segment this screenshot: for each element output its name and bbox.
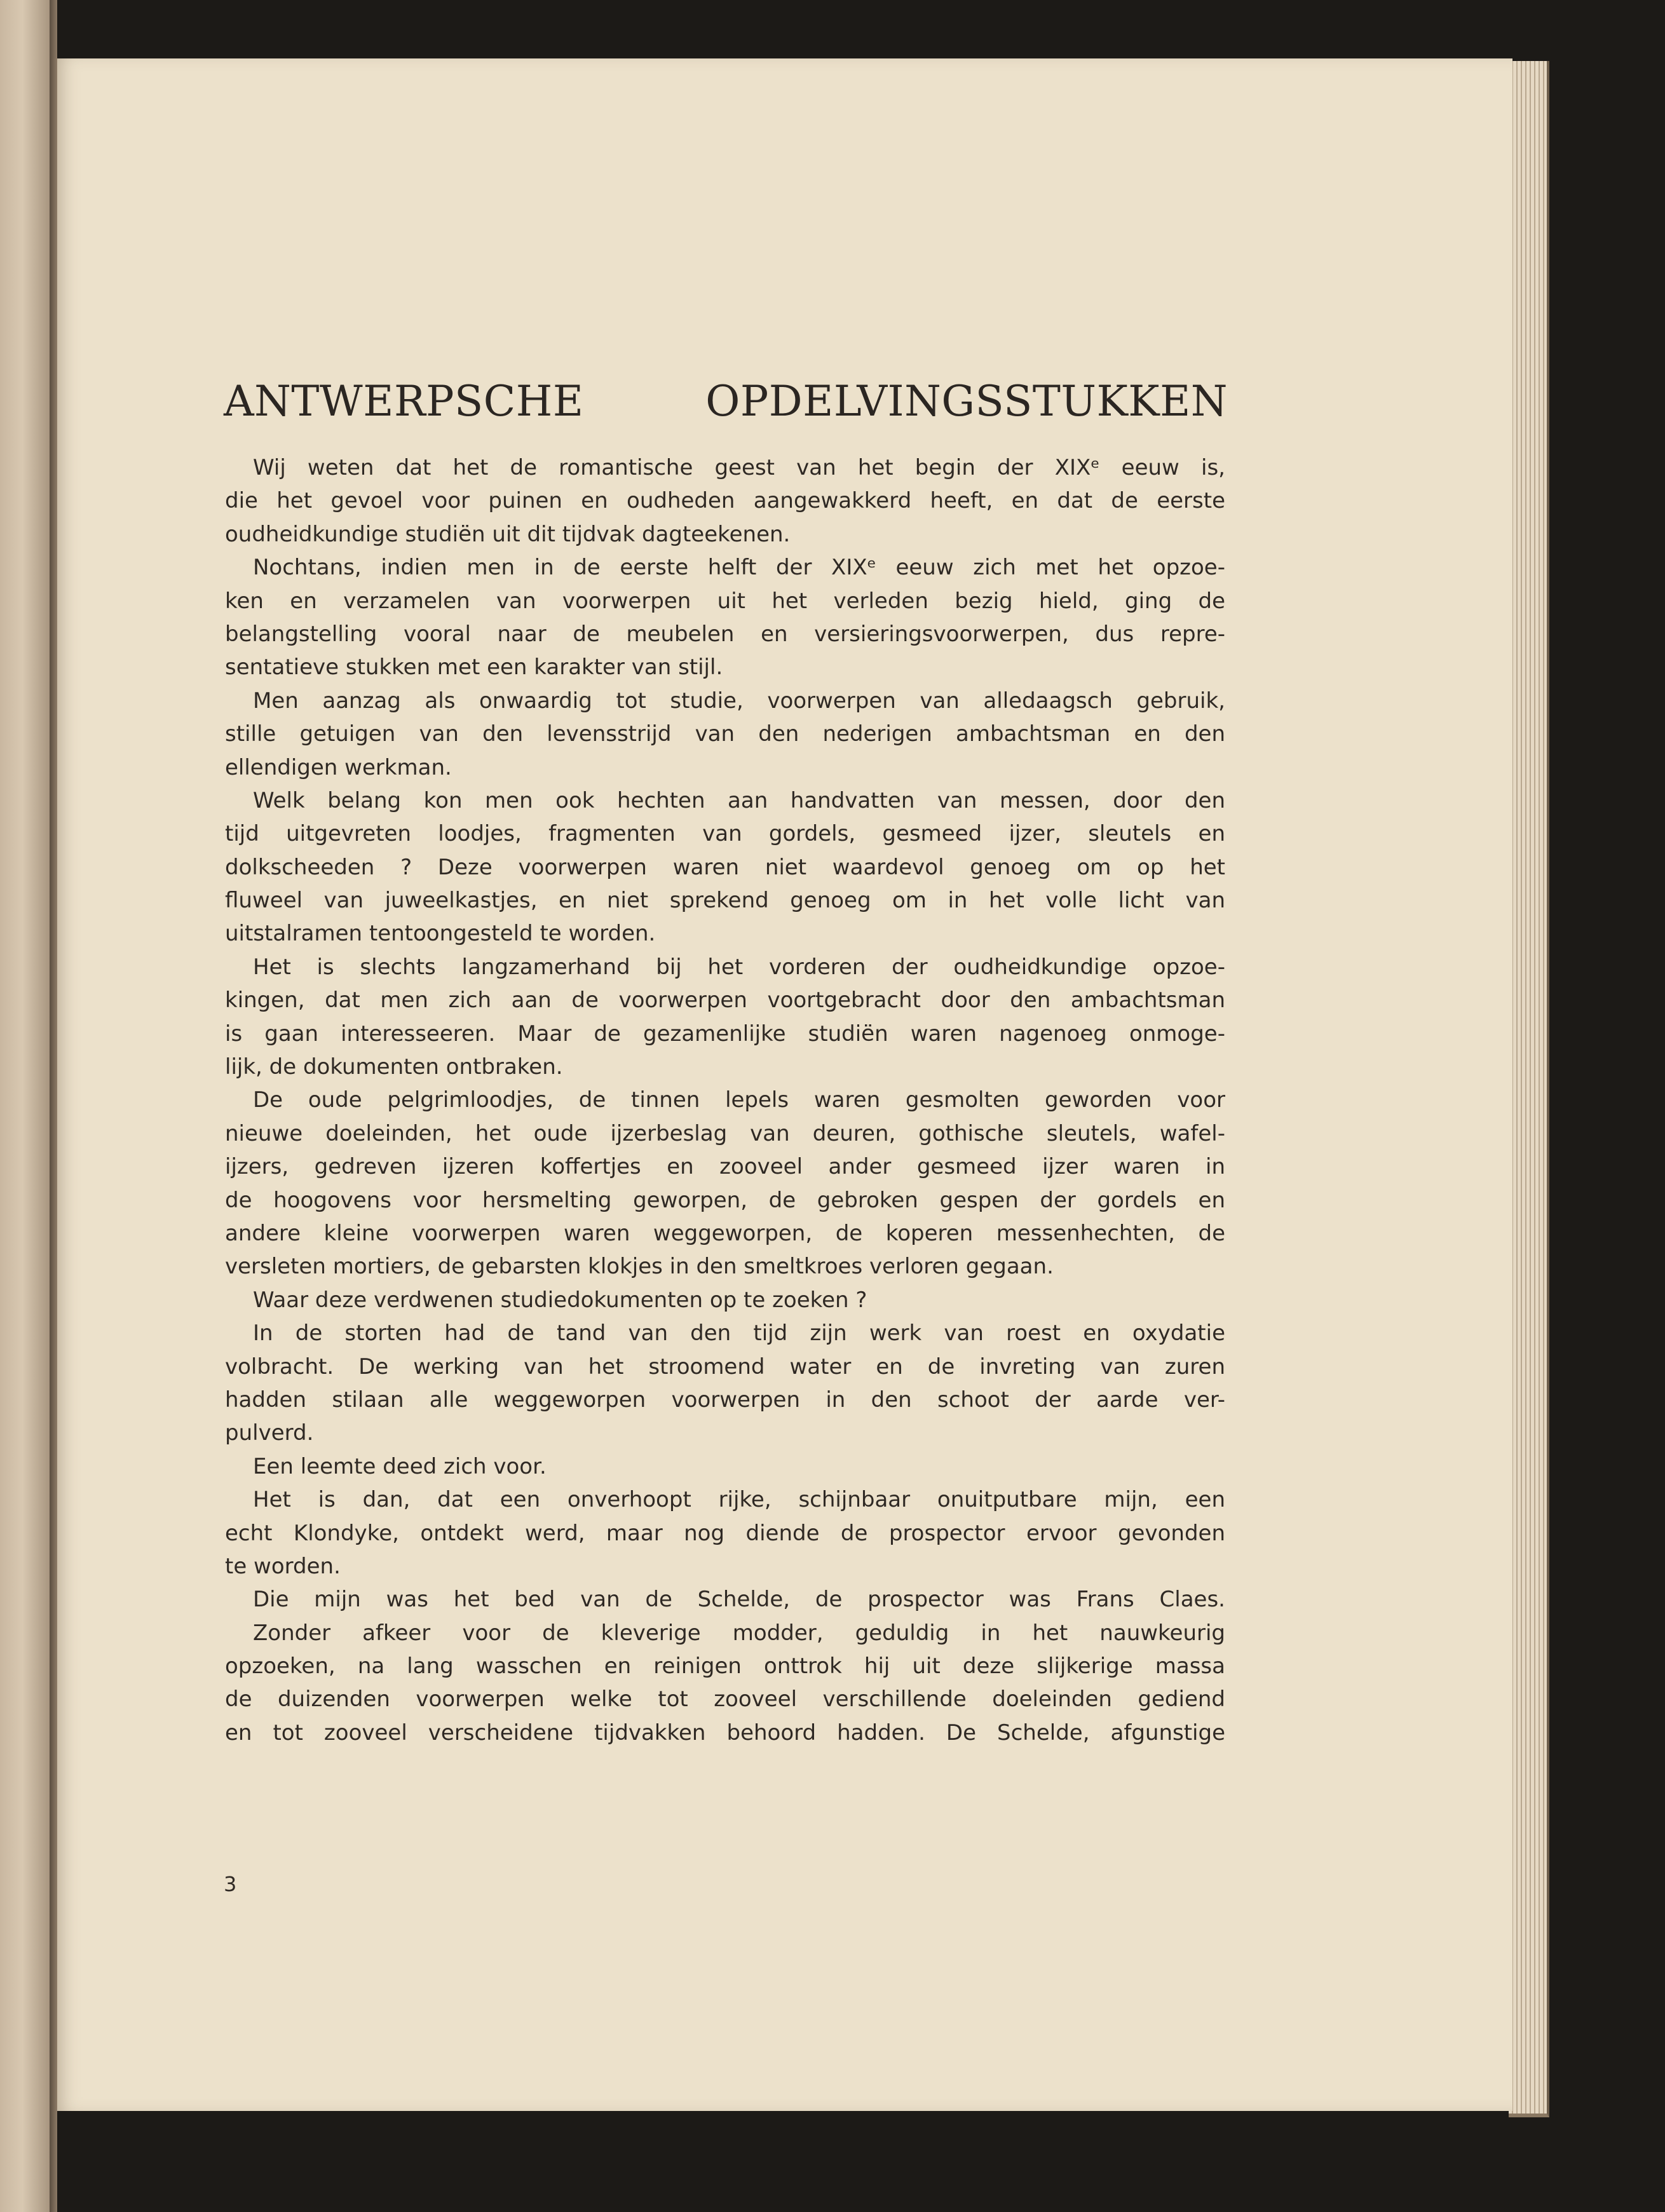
text-line: Waar deze verdwenen studiedokumenten op te zoeken ? (253, 1287, 867, 1313)
text-line: ijzers, gedreven ijzeren koffertjes en zooveel ander gesmeed ijzer waren in (225, 1154, 1225, 1180)
text-line: de hoogovens voor hersmelting geworpen, de gebroken gespen der gordels en (225, 1187, 1225, 1213)
text-line: pulverd. (225, 1420, 314, 1446)
text-line: Nochtans, indien men in de eerste helft der XIXᵉ eeuw zich met het opzoe- (253, 555, 1225, 581)
text-line: te worden. (225, 1553, 341, 1579)
text-line: Wij weten dat het de romantische geest van het begin der XIXᵉ eeuw is, (253, 455, 1225, 480)
text-line: Een leemte deed zich voor. (253, 1453, 547, 1479)
text-line: tijd uitgevreten loodjes, fragmenten van gordels, gesmeed ijzer, sleutels en (225, 821, 1225, 847)
text-line: Het is dan, dat een onverhoopt rijke, schijnbaar onuitputbare mijn, een (253, 1487, 1225, 1513)
page-title: ANTWERPSCHE OPDELVINGSSTUKKEN (224, 377, 1228, 426)
text-line: is gaan interesseeren. Maar de gezamenlijke studiën waren nagenoeg onmoge- (225, 1021, 1225, 1047)
text-line: nieuwe doeleinden, het oude ijzerbeslag van deuren, gothische sleutels, wafel- (225, 1120, 1225, 1146)
text-line: Die mijn was het bed van de Schelde, de prospector was Frans Claes. (253, 1587, 1225, 1613)
book-gutter (50, 0, 57, 2212)
text-line: de duizenden voorwerpen welke tot zooveel verschillende doeleinden gediend (225, 1686, 1225, 1713)
text-line: en tot zooveel verscheidene tijdvakken behoord hadden. De Schelde, afgunstige (225, 1720, 1225, 1746)
text-line: hadden stilaan alle weggeworpen voorwerpen in den schoot der aarde ver- (225, 1387, 1225, 1413)
text-line: Welk belang kon men ook hechten aan handvatten van messen, door den (253, 787, 1225, 813)
text-line: stille getuigen van den levensstrijd van den nederigen ambachtsman en den (225, 721, 1225, 747)
text-line: opzoeken, na lang wasschen en reinigen onttrok hij uit deze slijkerige massa (225, 1653, 1225, 1679)
text-line: versleten mortiers, de gebarsten klokjes in den smeltkroes verloren gegaan. (225, 1254, 1054, 1280)
text-line: oudheidkundige studiën uit dit tijdvak dagteekenen. (225, 521, 791, 547)
left-page-edge (0, 0, 50, 2212)
text-line: echt Klondyke, ontdekt werd, maar nog diende de prospector ervoor gevonden (225, 1520, 1225, 1546)
page-stack-edges (1509, 61, 1549, 2117)
text-line: sentatieve stukken met een karakter van stijl. (225, 655, 723, 681)
text-line: andere kleine voorwerpen waren weggeworpen, de koperen messenhechten, de (225, 1220, 1225, 1246)
text-line: Het is slechts langzamerhand bij het vorderen der oudheidkundige opzoe- (253, 954, 1225, 980)
text-line: ken en verzamelen van voorwerpen uit het verleden bezig hield, ging de (225, 588, 1225, 614)
text-line: Men aanzag als onwaardig tot studie, voorwerpen van alledaagsch gebruik, (253, 688, 1225, 714)
text-line: ellendigen werkman. (225, 754, 452, 780)
page-number: 3 (224, 1872, 237, 1896)
text-line: Zonder afkeer voor de kleverige modder, geduldig in het nauwkeurig (253, 1620, 1225, 1646)
book-page (57, 58, 1512, 2111)
text-line: De oude pelgrimloodjes, de tinnen lepels waren gesmolten geworden voor (253, 1087, 1225, 1113)
text-line: lijk, de dokumenten ontbraken. (225, 1054, 563, 1080)
text-line: die het gevoel voor puinen en oudheden aangewakkerd heeft, en dat de eerste (225, 488, 1225, 514)
text-line: uitstalramen tentoongesteld te worden. (225, 921, 656, 947)
text-line: volbracht. De werking van het stroomend water en de invreting van zuren (225, 1354, 1225, 1380)
text-line: In de storten had de tand van den tijd zijn werk van roest en oxydatie (253, 1320, 1225, 1347)
text-line: fluweel van juweelkastjes, en niet sprekend genoeg om in het volle licht van (225, 888, 1225, 914)
body-text (225, 451, 1225, 1749)
text-line: kingen, dat men zich aan de voorwerpen voortgebracht door den ambachtsman (225, 987, 1225, 1014)
text-line: dolkscheeden ? Deze voorwerpen waren niet waardevol genoeg om op het (225, 854, 1225, 880)
text-line: belangstelling vooral naar de meubelen en versieringsvoorwerpen, dus repre- (225, 621, 1225, 647)
